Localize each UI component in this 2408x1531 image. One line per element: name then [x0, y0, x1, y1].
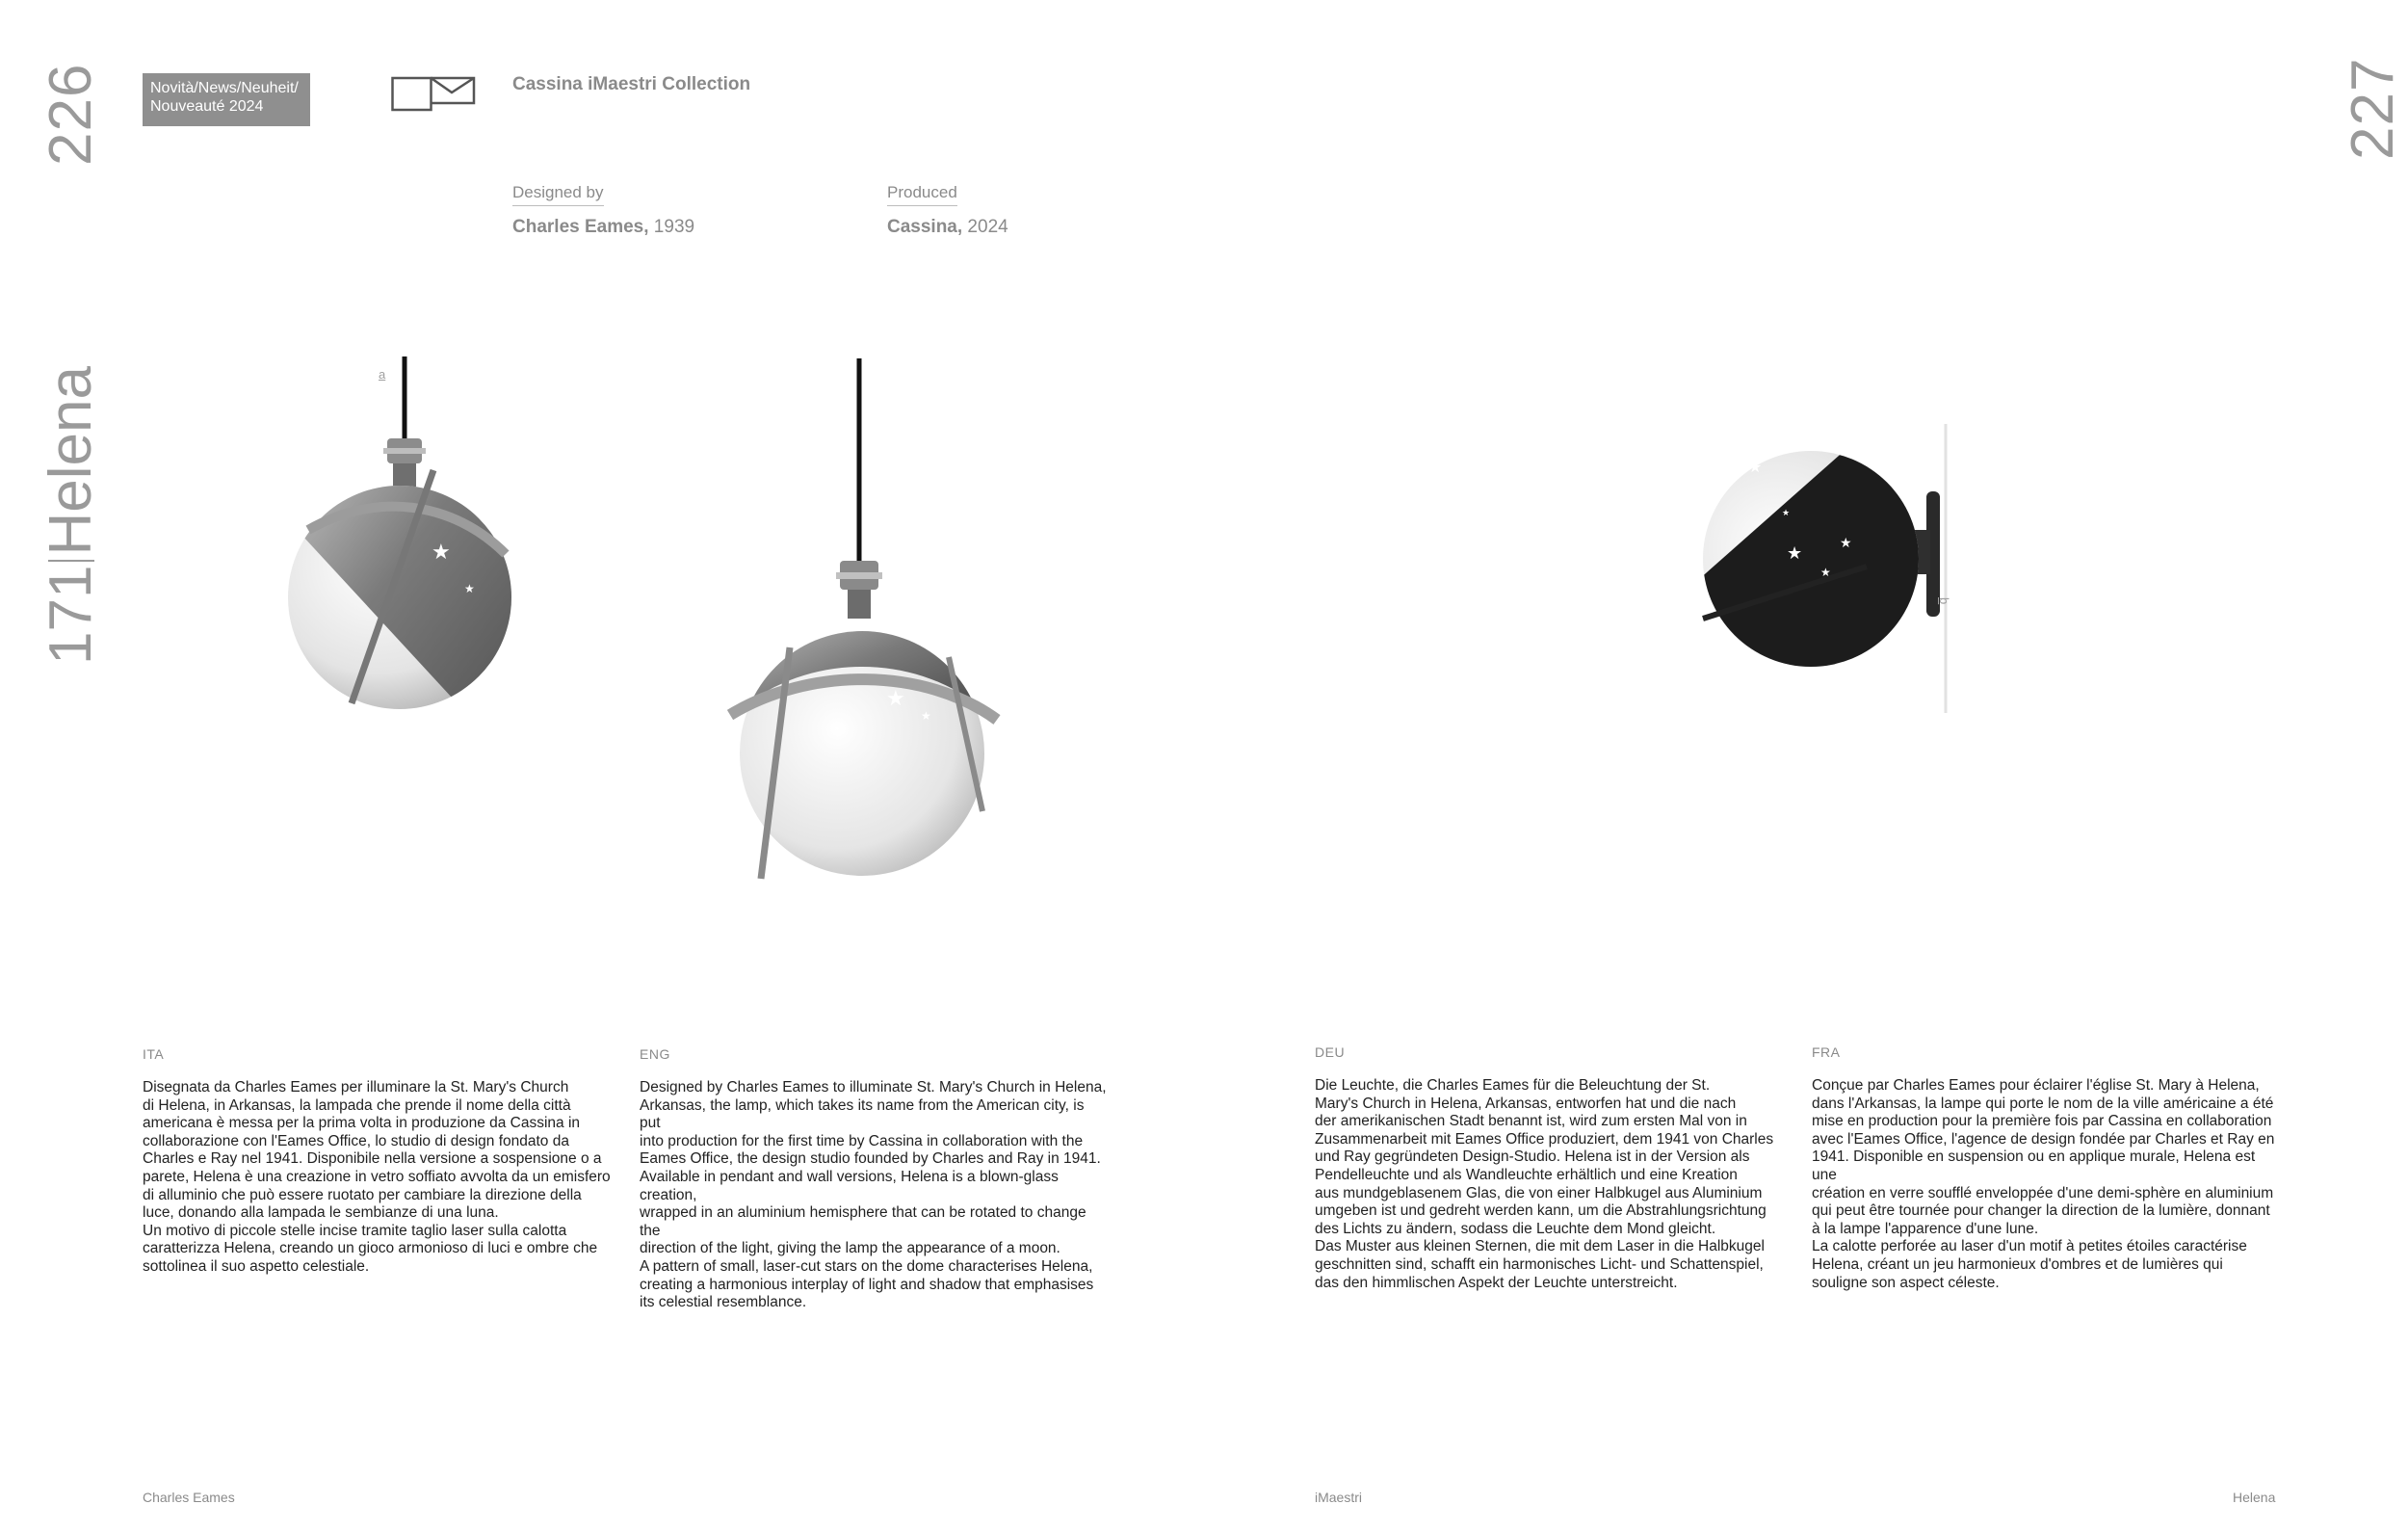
title-divider: [48, 560, 94, 562]
designer-name: Charles Eames,: [512, 217, 649, 237]
svg-text:★: ★: [464, 582, 475, 595]
producer-name: Cassina,: [887, 217, 963, 237]
footer-left: Charles Eames: [143, 1490, 235, 1505]
lang-label-eng: ENG: [640, 1046, 670, 1062]
product-name: Helena: [38, 366, 104, 556]
news-badge-line2: Nouveauté 2024: [150, 98, 264, 115]
figure-label-b: b: [1937, 597, 1951, 605]
page-number-right: 227: [2340, 57, 2406, 160]
svg-text:★: ★: [921, 709, 931, 723]
produced-label: Produced: [887, 183, 957, 206]
svg-text:★: ★: [1840, 535, 1852, 550]
body-text-ita: Disegnata da Charles Eames per illuminare la St. Mary's Church di Helena, in Arkansas, la lampada che prende il nome della città americana è messa per la prima volta in produzione da Cassina in collaborazione con l'Eames Office, lo studio di design fondato da Charles e Ray nel 1941. Disponibile nella versione a sospensione o a parete, Helena è una creazione in vetro soffiato avvolta da un emisfero di alluminio che può essere ruotato per cambiare la direzione della luce, donando alla lampada le sembianze di una luna. Un motivo di piccole stelle incise tramite taglio laser sulla calotta caratterizza Helena, creando un gioco armonioso di luci e ombre che sottolinea il suo aspetto celestiale.: [143, 1079, 611, 1275]
svg-text:★: ★: [1787, 543, 1803, 563]
designer-credit: [512, 217, 694, 238]
pendant-lamp-small-image: [260, 356, 578, 761]
page-number-left: 226: [38, 63, 104, 166]
production-year: 2024: [962, 217, 1008, 237]
svg-text:★: ★: [1748, 460, 1763, 476]
footer-right: Helena: [2233, 1490, 2276, 1505]
pendant-lamp-large-image: [703, 358, 1021, 937]
news-badge: [143, 73, 310, 126]
lang-label-fra: FRA: [1812, 1044, 1841, 1060]
wall-lamp-image: [1637, 405, 1984, 713]
svg-text:★: ★: [1782, 508, 1791, 517]
body-text-deu: Die Leuchte, die Charles Eames für die Beleuchtung der St. Mary's Church in Helena, Arkansas, entworfen hat und die nach der amerikanischen Stadt benannt ist, wird zum ersten Mal von in Zusammenarbeit mit Eames Office produziert, dem 1941 von Charles und Ray gegründeten Design-Studio. Helena ist in der Version als Pendelleuchte und als Wandleuchte erhältlich und eine Kreation aus mundgeblasenem Glas, die von einer Halbkugel aus Aluminium umgeben ist und gedreht werden kann, um die Abstrahlungsrichtung des Lichts zu ändern, sodass die Leuchte dem Mond gleicht. Das Muster aus kleinen Sternen, die mit dem Laser in die Halbkugel geschnitten sind, schafft ein harmonisches Licht- und Schattenspiel, das den himmlischen Aspekt der Leuchte unterstreicht.: [1315, 1077, 1774, 1291]
collection-title: Cassina iMaestri Collection: [512, 74, 751, 94]
lang-label-deu: DEU: [1315, 1044, 1346, 1060]
designed-by-label: Designed by: [512, 183, 604, 206]
svg-text:★: ★: [886, 686, 905, 710]
design-year: 1939: [648, 217, 695, 237]
footer-center: iMaestri: [1315, 1490, 1363, 1505]
producer-credit: [887, 217, 1008, 238]
product-title: [37, 366, 105, 665]
svg-text:★: ★: [1820, 566, 1831, 579]
envelope-icon: [391, 71, 476, 112]
body-text-eng: Designed by Charles Eames to illuminate St. Mary's Church in Helena, Arkansas, the lamp, which takes its name from the American city, is put into production for the first time by Cassina in collaboration with the Eames Office, the design studio founded by Charles and Ray in 1941. Available in pendant and wall versions, Helena is a blown-glass creation, wrapped in an aluminium hemisphere that can be rotated to change the direction of the light, giving the lamp the appearance of a moon. A pattern of small, laser-cut stars on the dome characterises Helena, creating a harmonious interplay of light and shadow that emphasises its celestial resemblance.: [640, 1079, 1107, 1311]
news-badge-line1: Novità/News/Neuheit/: [150, 80, 299, 96]
body-text-fra: Conçue par Charles Eames pour éclairer l'église St. Mary à Helena, dans l'Arkansas, la lampe qui porte le nom de la ville américaine a été mise en production pour la première fois par Cassina en collaboration avec l'Eames Office, l'agence de design fondée par Charles et Ray en 1941. Disponible en suspension ou en applique murale, Helena est une création en verre soufflé enveloppée d'une demi-sphère en aluminium qui peut être tournée pour changer la direction de la lumière, donnant à la lampe l'apparence d'une lune. La calotte perforée au laser d'un motif à petites étoiles caractérise Helena, créant un jeu harmonieux d'ombres et de lumières qui souligne son aspect céleste.: [1812, 1077, 2275, 1291]
lang-label-ita: ITA: [143, 1046, 165, 1062]
svg-text:★: ★: [432, 540, 451, 564]
product-number: 171: [38, 565, 104, 665]
figure-label-a: a: [379, 367, 386, 382]
